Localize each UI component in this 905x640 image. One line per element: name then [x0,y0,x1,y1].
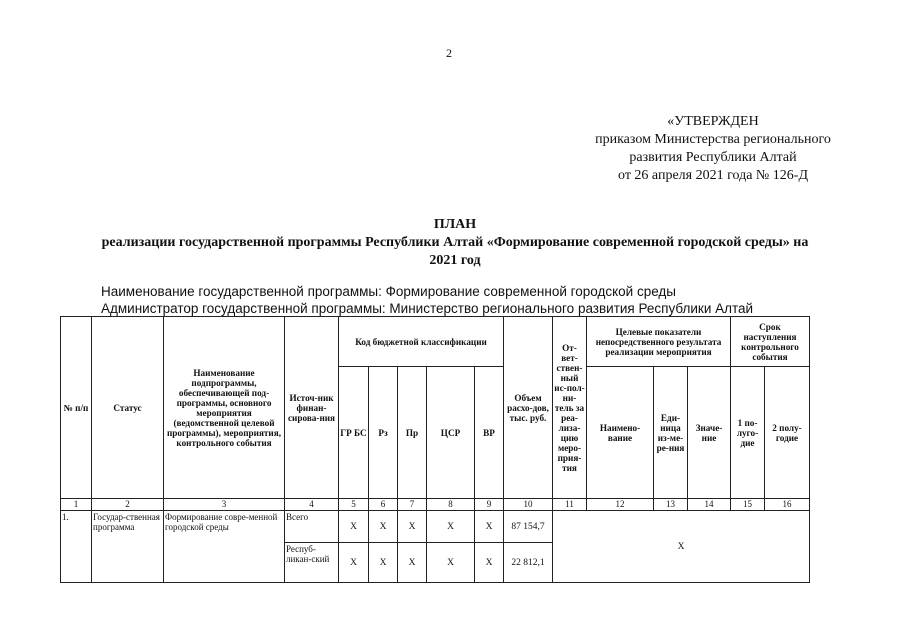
document-title-line-2: 2021 год [429,253,481,268]
header-csr: ЦСР [427,367,475,499]
document-title-line-1: реализации государственной программы Республики Алтай «Формирование современной городской среды» на [101,235,809,250]
row-rz: Х [369,511,398,543]
header-rz: Рз [369,367,398,499]
header-pr: Пр [398,367,427,499]
approval-line-2: приказом Министерства регионального [595,132,831,147]
row-volume: 22 812,1 [504,543,553,583]
approval-line-4: от 26 апреля 2021 года № 126-Д [618,168,808,183]
row-source: Респуб-ликан-ский [285,543,339,583]
header-budget-code: Код бюджетной классификации [339,317,504,367]
column-number: 7 [398,499,427,511]
row-rz: Х [369,543,398,583]
header-volume: Объем расхо-дов, тыс. руб. [504,317,553,499]
header-responsible: От-вет-ствен-ный ис-пол-ни-тель за реа-лиза-цию меро-прия-тия [553,317,587,499]
header-target-unit: Еди-ница из-ме-ре-ния [654,367,688,499]
merged-x-cell: Х [553,511,810,583]
document-heading: ПЛАН [433,217,477,232]
column-number-row [61,499,810,511]
row-source: Всего [285,511,339,543]
approval-stamp [578,113,848,185]
row-pr: Х [398,543,427,583]
header-target-value: Значе-ние [688,367,731,499]
row-grbs: Х [339,543,369,583]
column-number: 10 [504,499,553,511]
column-number: 3 [164,499,285,511]
program-admin-line: Администратор государственной программы: Министерство регионального развития Республики Алтай [101,301,754,316]
program-name-line: Наименование государственной программы: Формирование современной городской среды [101,284,677,299]
row-csr: Х [427,511,475,543]
header-deadline: Срок наступления контрольного события [731,317,810,367]
row-num: 1. [61,511,92,583]
row-vr: Х [475,511,504,543]
approval-line-3: развития Республики Алтай [629,150,797,165]
table-row [61,511,810,543]
row-csr: Х [427,543,475,583]
header-grbs: ГР БС [339,367,369,499]
header-source: Источ-ник финан-сирова-ния [285,317,339,499]
row-vr: Х [475,543,504,583]
column-number: 4 [285,499,339,511]
page-number: 2 [446,46,452,60]
column-number: 15 [731,499,765,511]
column-number: 1 [61,499,92,511]
column-number: 16 [765,499,810,511]
header-status: Статус [92,317,164,499]
row-pr: Х [398,511,427,543]
row-grbs: Х [339,511,369,543]
approval-line-1: «УТВЕРЖДЕН [667,114,759,129]
row-status: Государ-ственная программа [92,511,164,583]
column-number: 12 [587,499,654,511]
column-number: 9 [475,499,504,511]
column-number: 11 [553,499,587,511]
column-number: 6 [369,499,398,511]
header-half-2: 2 полу-годие [765,367,810,499]
plan-table [60,316,810,583]
column-number: 13 [654,499,688,511]
header-name: Наименование подпрограммы, обеспечивающей под-программы, основного мероприятия (ведомственной целевой программы), мероприятия, контрольного события [164,317,285,499]
header-targets: Целевые показатели непосредственного результата реализации мероприятия [587,317,731,367]
column-number: 8 [427,499,475,511]
header-vr: ВР [475,367,504,499]
row-volume: 87 154,7 [504,511,553,543]
header-half-1: 1 по-луго-дие [731,367,765,499]
row-name: Формирование совре-менной городской среды [164,511,285,583]
column-number: 2 [92,499,164,511]
header-num: № п/п [61,317,92,499]
column-number: 14 [688,499,731,511]
header-target-name: Наимено-вание [587,367,654,499]
column-number: 5 [339,499,369,511]
